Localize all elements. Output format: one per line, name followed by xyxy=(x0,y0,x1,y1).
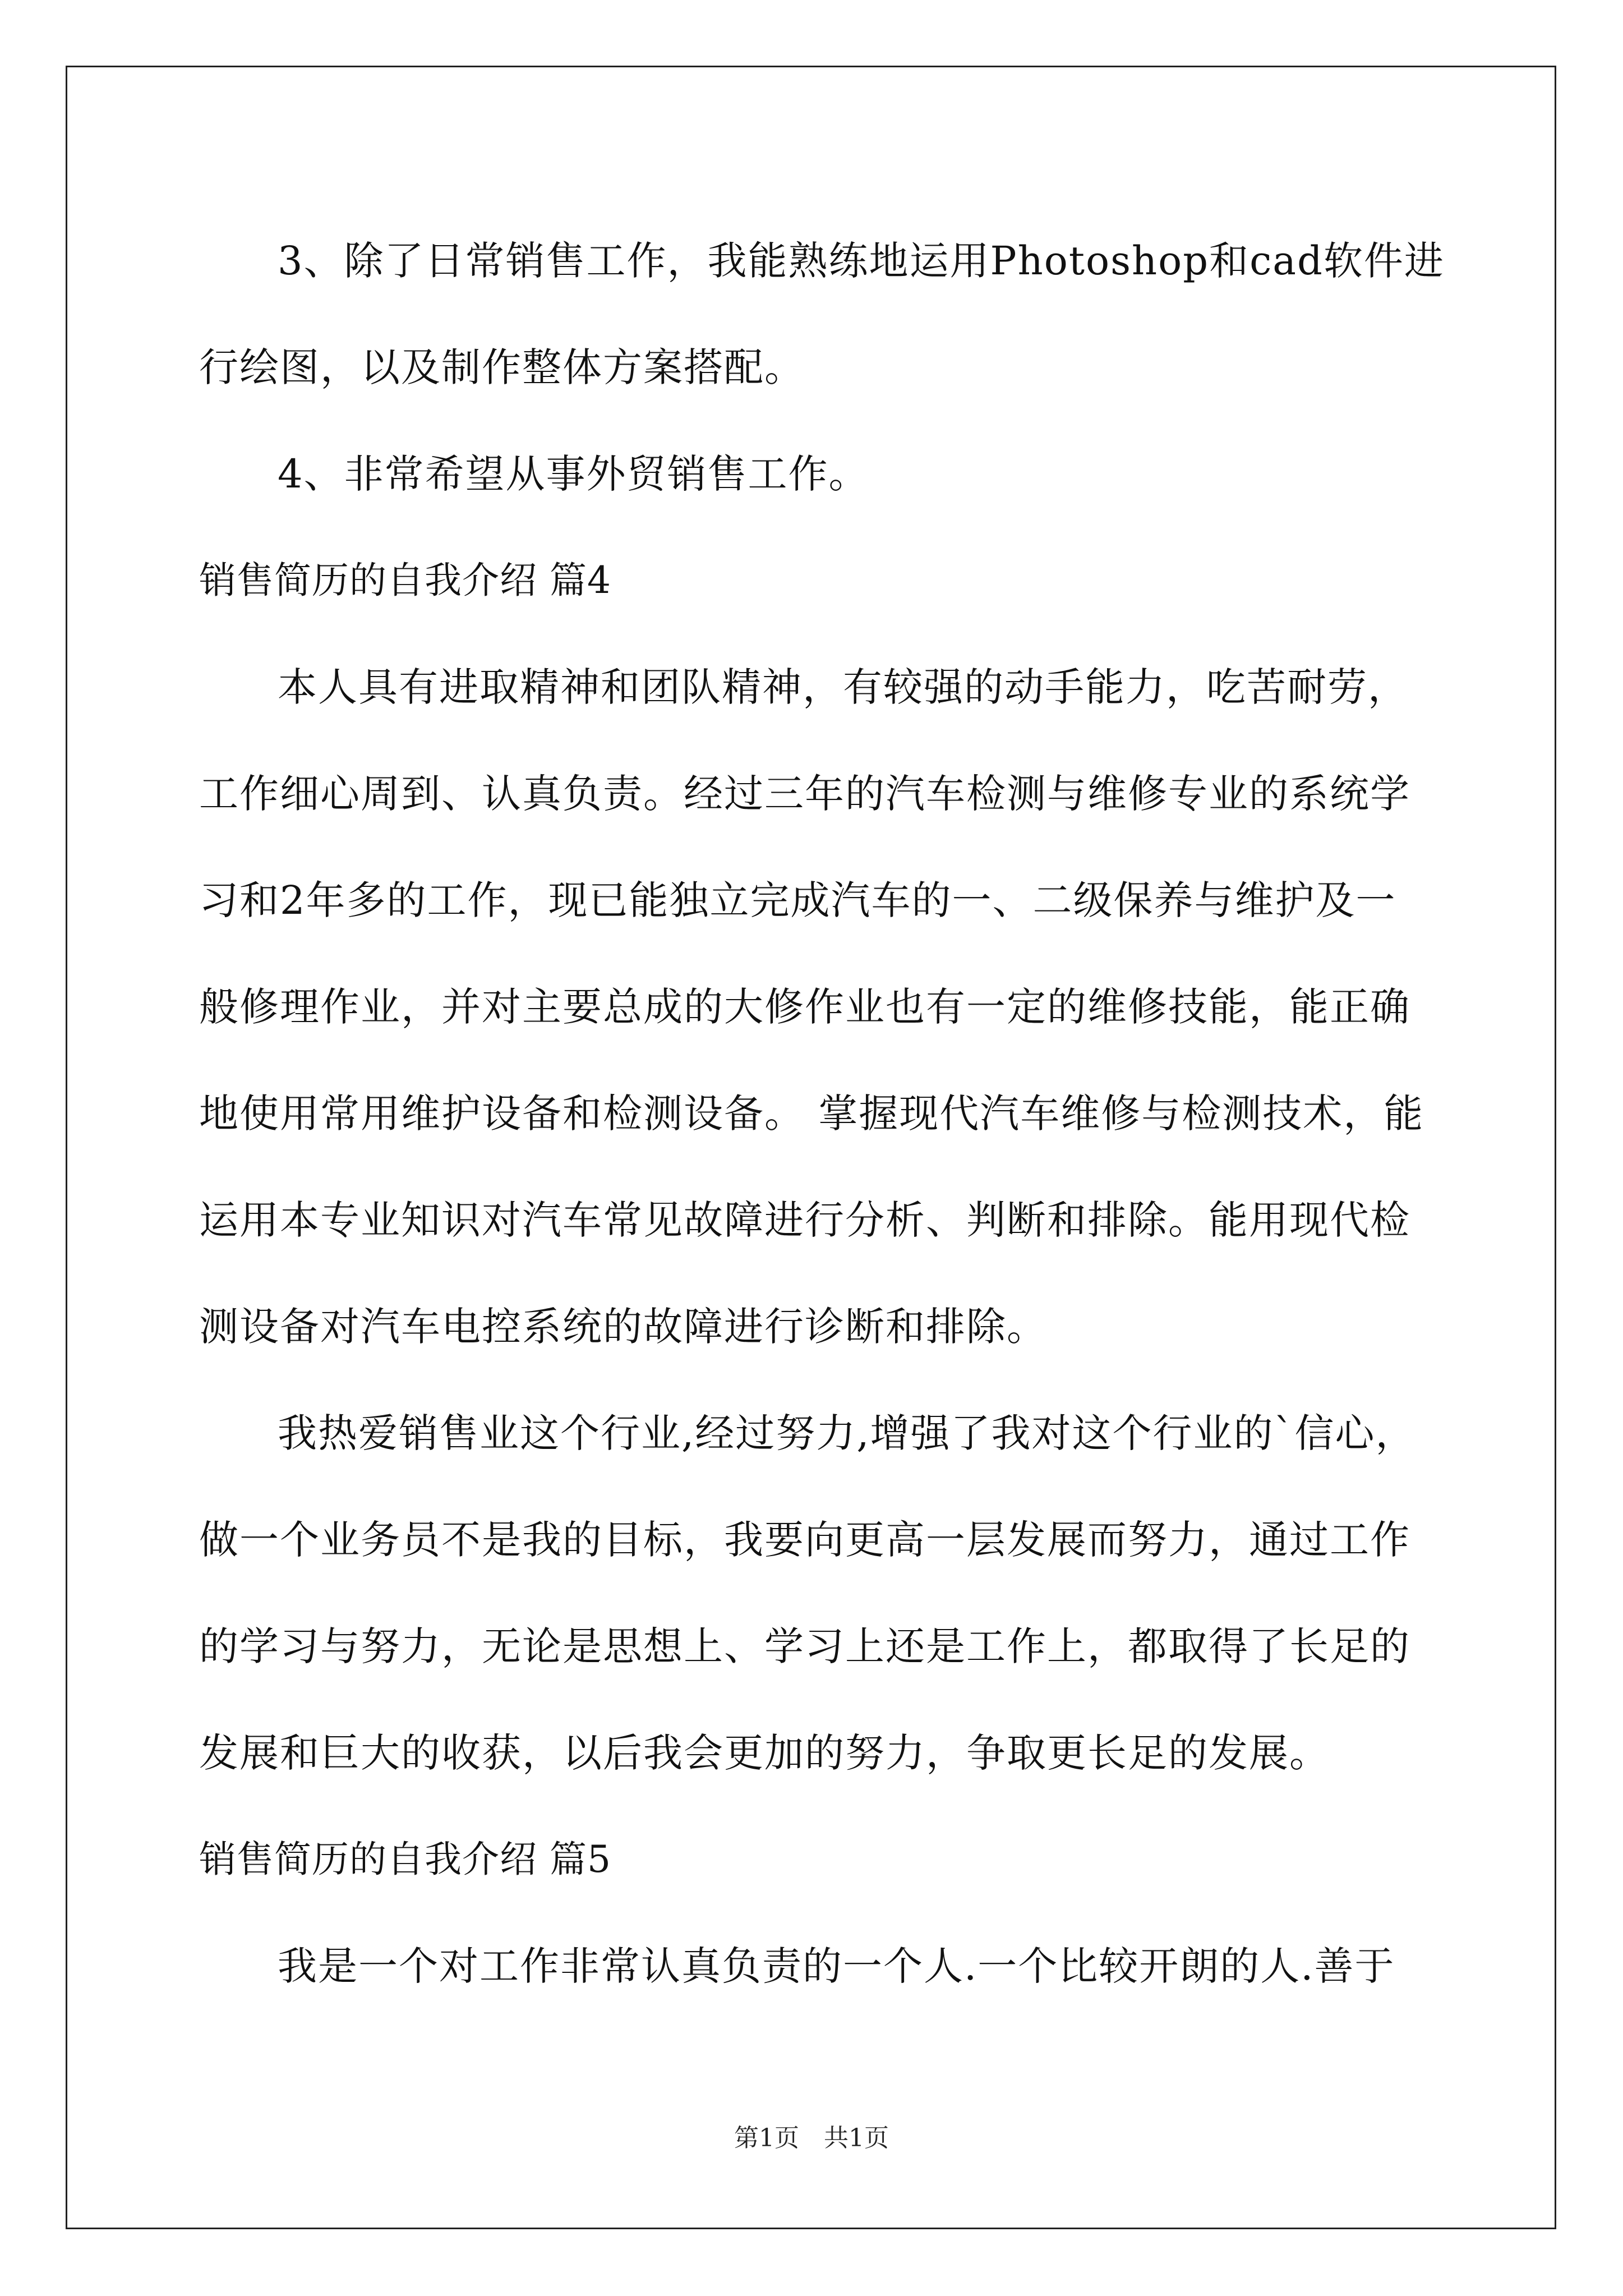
text-line: 我是一个对工作非常认真负责的一个人.一个比较开朗的人.善于 xyxy=(278,1943,1395,1989)
text-line: 我热爱销售业这个行业,经过努力,增强了我对这个行业的`信心， xyxy=(278,1410,1416,1456)
text-line: 工作细心周到、认真负责。经过三年的汽车检测与维修专业的系统学 xyxy=(199,771,1410,817)
text-line: 测设备对汽车电控系统的故障进行诊断和排除。 xyxy=(199,1304,1047,1350)
text-line: 习和2年多的工作，现已能独立完成汽车的一、二级保养与维护及一 xyxy=(199,877,1396,923)
text-line: 行绘图，以及制作整体方案搭配。 xyxy=(199,344,805,390)
text-line: 地使用常用维护设备和检测设备。 掌握现代汽车维修与检测技术，能 xyxy=(199,1091,1424,1137)
text-line: 3、除了日常销售工作，我能熟练地运用Photoshop和cad软件进 xyxy=(278,238,1445,284)
text-line: 运用本专业知识对汽车常见故障进行分析、判断和排除。能用现代检 xyxy=(199,1197,1410,1243)
text-line: 发展和巨大的收获，以后我会更加的努力，争取更长足的发展。 xyxy=(199,1730,1330,1776)
text-line: 4、非常希望从事外贸销售工作。 xyxy=(278,451,869,497)
text-line: 的学习与努力，无论是思想上、学习上还是工作上，都取得了长足的 xyxy=(199,1623,1410,1669)
section-heading: 销售简历的自我介绍 篇4 xyxy=(199,559,611,602)
document-body xyxy=(199,208,1445,2019)
text-line: 本人具有进取精神和团队精神，有较强的动手能力，吃苦耐劳， xyxy=(278,664,1408,710)
text-line: 般修理作业，并对主要总成的大修作业也有一定的维修技能，能正确 xyxy=(199,984,1410,1030)
section-heading: 销售简历的自我介绍 篇5 xyxy=(199,1838,611,1881)
text-line: 做一个业务员不是我的目标，我要向更高一层发展而努力，通过工作 xyxy=(199,1517,1410,1563)
page-number-footer: 第1页 共1页 xyxy=(734,2124,889,2152)
